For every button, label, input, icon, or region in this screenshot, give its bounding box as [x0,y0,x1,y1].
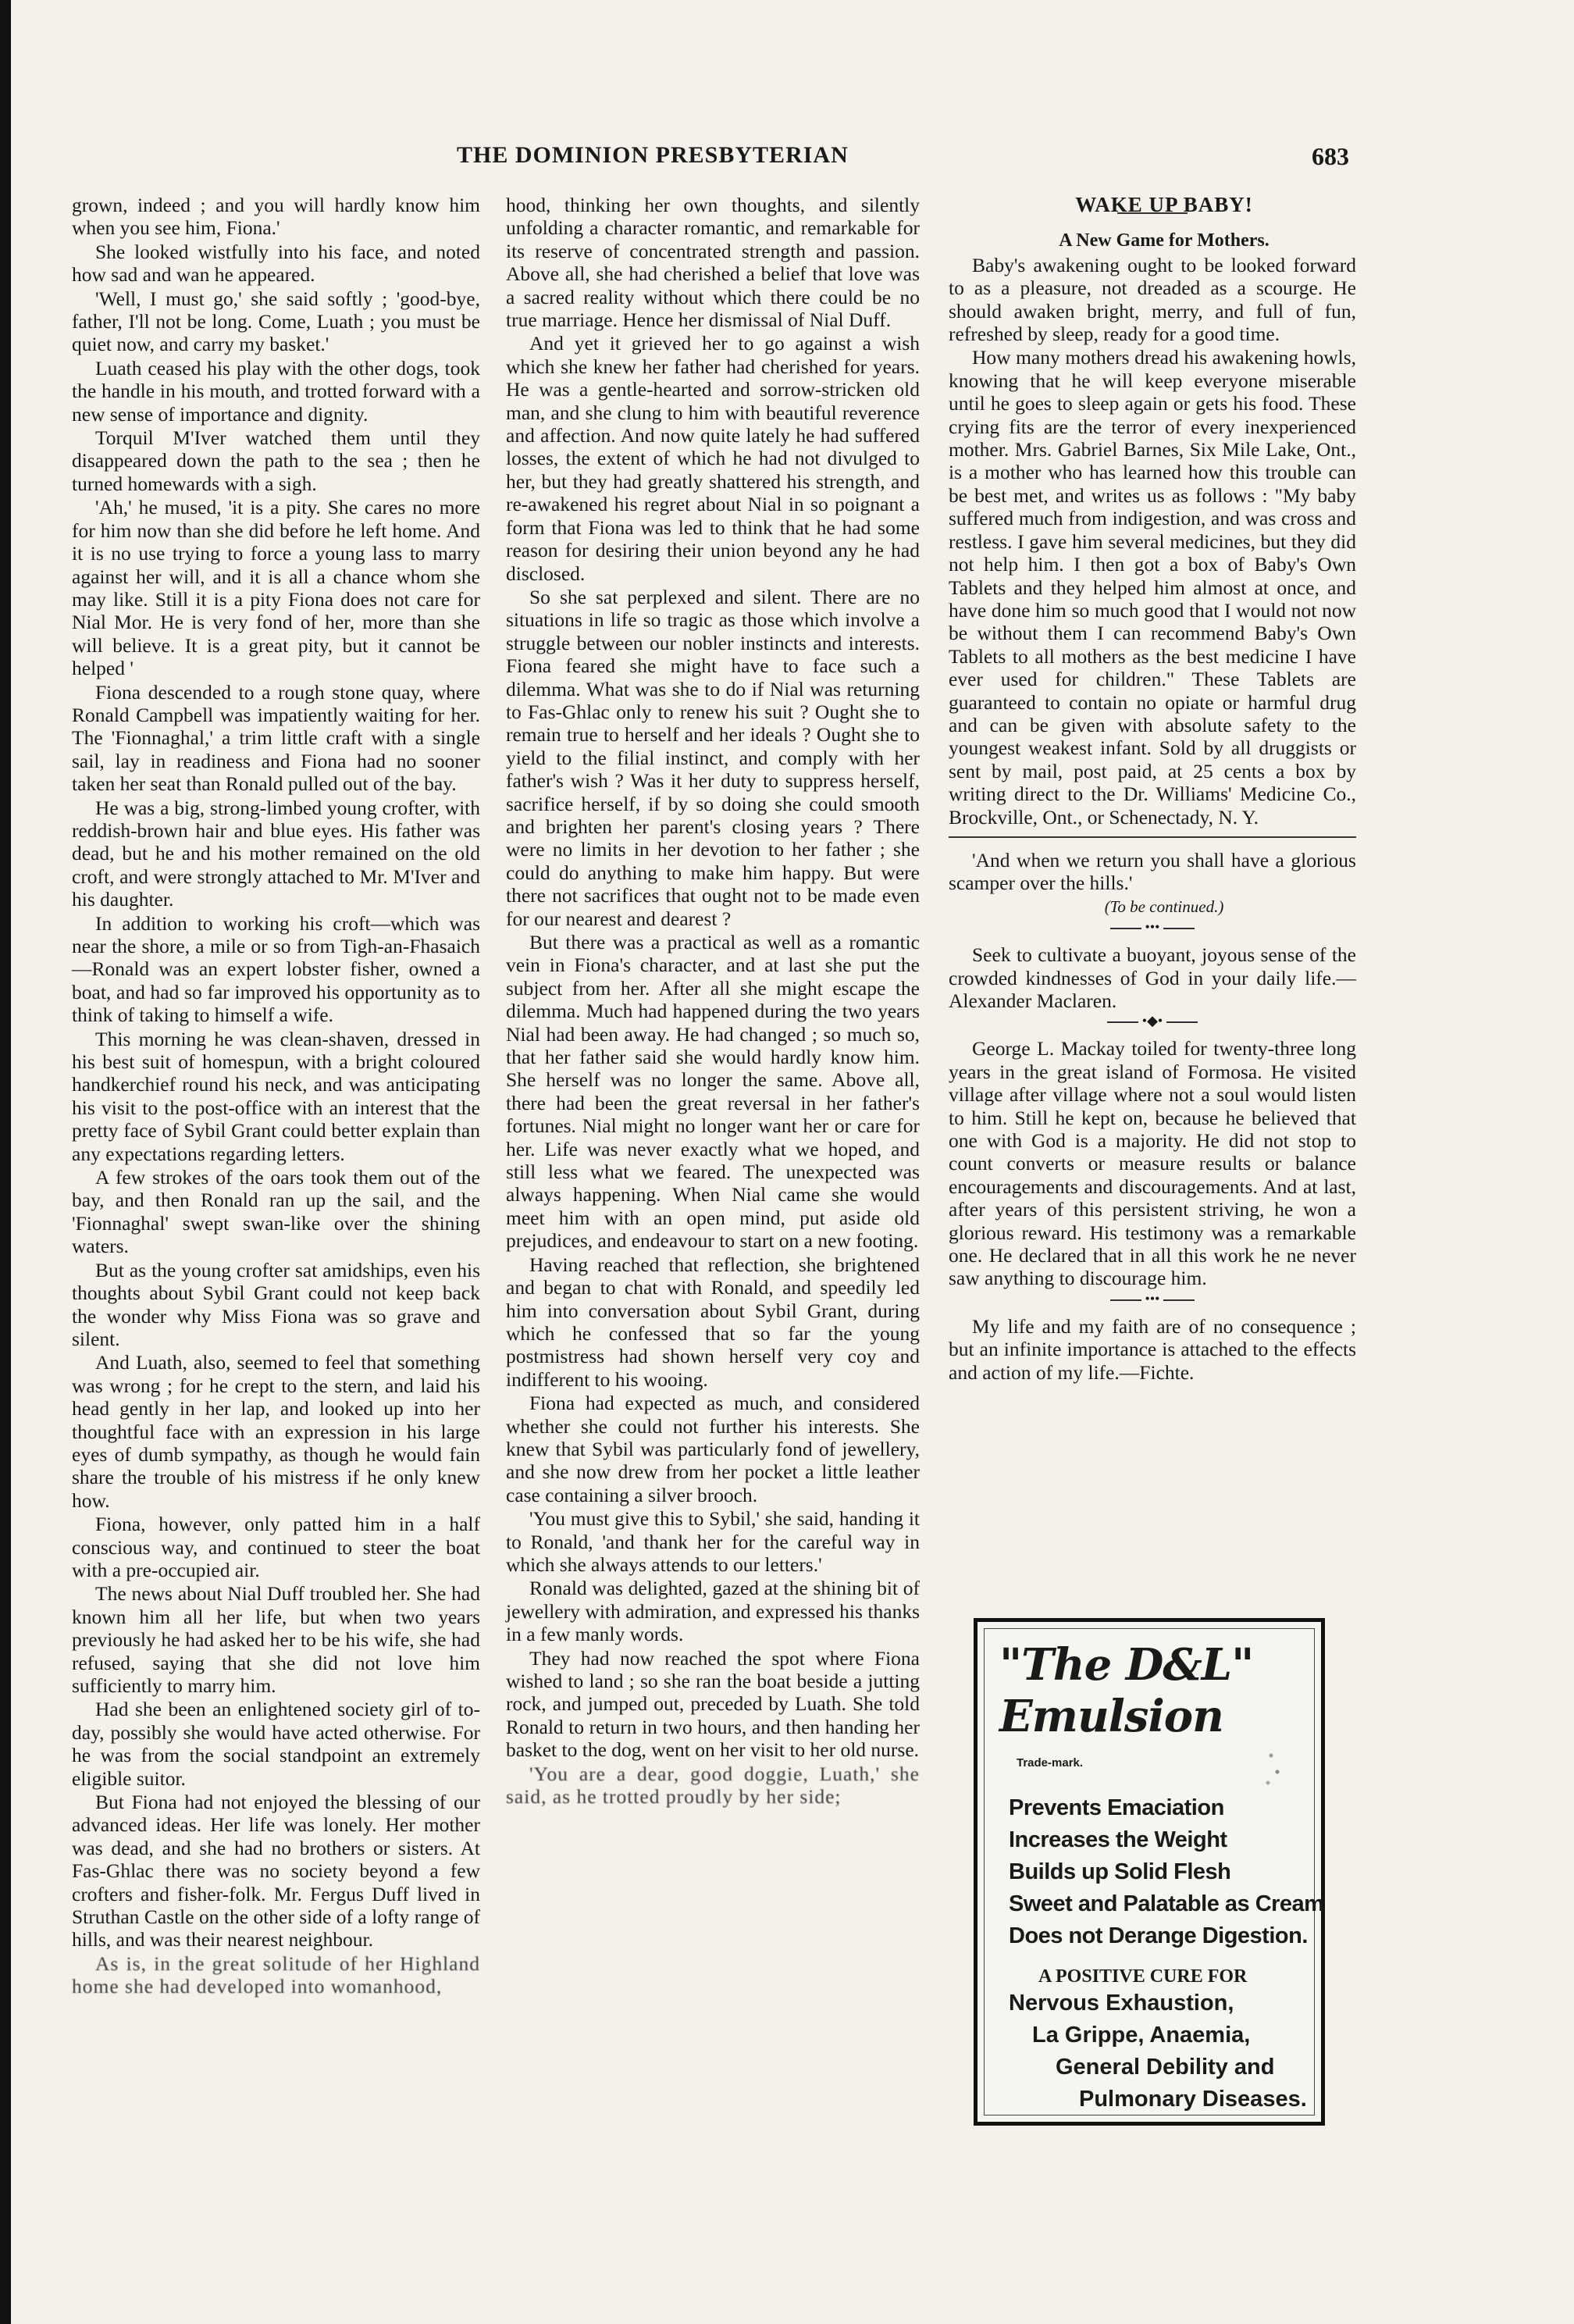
paragraph: She looked wistfully into his face, and noted how sad and wan he appeared. [72,240,480,287]
ad-brand-logo: "The D&L" Emulsion [999,1639,1254,1742]
page-number: 683 [1312,142,1349,170]
paragraph: Had she been an enlightened society girl of to-day, possibly she would have acted otherwise. For he was from the social standpoint an extremely eligible suitor. [72,1698,480,1790]
paragraph: Having reached that reflection, she brightened and began to chat with Ronald, and speedily led him into conversation about Sybil Grant, during which he confessed that so far the young postmistress had shown herself very coy and indifferent to his wooing. [506,1253,920,1391]
ornament-divider: ••• [949,920,1356,934]
paragraph: My life and my faith are of no consequence ; but an infinite importance is attached to the effects and action of my life.—Fichte. [949,1314,1356,1384]
paragraph: Fiona descended to a rough stone quay, where Ronald Campbell was impatiently waiting for her. The 'Fionnaghal,' a trim little craft with a single sail, lay in readiness and Fiona had no sooner taken her seat than Ronald pulled out of the bay. [72,680,480,796]
paragraph: But Fiona had not enjoyed the blessing of our advanced ideas. Her life was lonely. Her mother was dead, and she had no brothers or sisters. At Fas-Ghlac there was no society beyond a few crofters and fisher-folk. Mr. Fergus Duff lived in Struthan Castle on the other side of a lofty range of hills, and was their nearest neighbour. [72,1791,480,1952]
column-1 [72,194,480,1999]
article-subheading: A New Game for Mothers. [1059,230,1270,251]
paragraph: So she sat perplexed and silent. There are no situations in life so tragic as those which involve a struggle between our nobler instincts and interests. Fiona feared she might have to face such a dilemma. What was she to do if Nial was returning to Fas-Ghlac only to renew his suit ? Ought she to remain true to herself and her ideals ? Ought she to yield to the filial instinct, and comply with her father's wish ? Was it her duty to suppress herself, sacrifice herself, if by so doing she could smooth and brighten her parent's closing years ? There were no limits in her devotion to her father ; she could do anything to make him happy. But were there not sacrifices that ought not to be made even for our nearest and dearest ? [506,585,920,930]
paragraph: He was a big, strong-limbed young crofter, with reddish-brown hair and blue eyes. His father was dead, but he and his mother remained on the old croft, and were strongly attached to Mr. M'Iver and his daughter. [72,796,480,911]
ad-disease: General Debility and [1056,2055,1275,2080]
paragraph: Torquil M'Iver watched them until they disappeared down the path to the sea ; then he turned homewards with a sigh. [72,426,480,495]
ad-claim: Prevents Emaciation [1009,1795,1224,1820]
running-head [0,142,1574,181]
ad-disease: La Grippe, Anaemia, [1032,2023,1251,2048]
ornament-divider: ••• [949,1292,1356,1306]
paragraph: Baby's awakening ought to be looked forward to as a pleasure, not dreaded as a scourge. He should awaken bright, merry, and full of fun, refreshed by sleep, ready for a good time. [949,253,1356,346]
ad-trademark: Trade-mark. [1017,1756,1084,1770]
column-2 [506,194,920,1809]
emulsion-advertisement [974,1618,1325,2126]
paragraph: 'You must give this to Sybil,' she said, handing it to Ronald, 'and thank her for the careful way in which she always attends to our letters.' [506,1507,920,1576]
to-be-continued: (To be continued.) [1104,896,1224,916]
paragraph: But there was a practical as well as a romantic vein in Fiona's character, and at last she put the subject from her. After all she might escape the dilemma. Much had happened during the two years Nial had been away. He had changed ; so much so, that her father said she would hardly know him. She herself was no longer the same. Above all, there had been the great reversal in her father's fortunes. Nial might no longer want her or care for her. Life was never exactly what we hoped, and still less what we feared. The unexpected was always happening. When Nial came she would meet him with an open mind, put aside old prejudices, and endeavour to start on a new footing. [506,931,920,1253]
paragraph: The news about Nial Duff troubled her. She had known him all her life, but when two years previously he had asked her to be his wife, she had refused, saying that she did not love him sufficiently to marry him. [72,1582,480,1697]
ad-claims [1009,1792,1324,2115]
column-3 [949,194,1356,1385]
ad-disease: Nervous Exhaustion, [1009,1991,1234,2016]
paragraph: 'Well, I must go,' she said softly ; 'good-bye, father, I'll not be long. Come, Luath ; you must be quiet now, and carry my basket.' [72,287,480,356]
paragraph: Fiona had expected as much, and considered whether she could not further his interests. She knew that Sybil was particularly fond of jewellery, and she now drew from her pocket a little leather case containing a silver brooch. [506,1392,920,1506]
paragraph: And Luath, also, seemed to feel that something was wrong ; for he crept to the stern, and laid his head gently in her lap, and looked up into her thoughtful face with an expression in his large eyes of dumb sympathy, as though he would fain share the trouble of his mistress if he only knew how. [72,1351,480,1512]
journal-title: THE DOMINION PRESBYTERIAN [457,142,849,168]
smudged-paragraph: 'You are a dear, good doggie, Luath,' she said, as he trotted proudly by her side; [506,1762,920,1809]
print-speckle [1259,1739,1290,1794]
paragraph: But as the young crofter sat amidships, even his thoughts about Sybil Grant could not keep back the wonder why Miss Fiona was so grave and silent. [72,1258,480,1350]
ad-claim: Does not Derange Digestion. [1009,1923,1308,1948]
paragraph: 'Ah,' he mused, 'it is a pity. She cares no more for him now than she did before he left home. And it is no use trying to force a young lass to marry against her will, and it is all a chance whom she may like. Still it is a pity Fiona does not care for Nial Mor. He is very fond of her, more than she will believe. It is a great pity, but it cannot be helped ' [72,496,480,680]
paragraph: How many mothers dread his awakening howls, knowing that he will keep everyone miserable until he goes to sleep again or gets his food. These crying fits are the terror of every inexperienced mother. Mrs. Gabriel Barnes, Six Mile Lake, Ont., is a mother who has learned how this trouble can be best met, and writes us as follows : "My baby suffered much from indigestion, and was cross and restless. I gave him several medicines, but they did not help him. I then got a box of Baby's Own Tablets and they helped him almost at once, and have done him so much good that I would not now be without them I can recommend Baby's Own Tablets to all mothers as the best medicine I have ever used for children." These Tablets are guaranteed to contain no opiate or harmful drug and can be given with absolute safety to the youngest weakest infant. Sold by all druggists or sent by mail, post paid, at 25 cents a box by writing direct to the Dr. Williams' Medicine Co., Brockville, Ont., or Schenectady, N. Y. [949,346,1356,829]
smudged-paragraph: As is, in the great solitude of her Highland home she had developed into womanhood, [72,1952,480,1998]
paragraph: Seek to cultivate a buoyant, joyous sense of the crowded kindnesses of God in your daily life.—Alexander Maclaren. [949,943,1356,1012]
paragraph: George L. Mackay toiled for twenty-three long years in the great island of Formosa. He visited village after village where not a soul would listen to him. Still he kept on, because he believed that one with God is a majority. He did not stop to count converts or measure results or balance encouragements and discouragements. And at last, after years of this persistent striving, he won a glorious reward. His testimony was a remarkable one. He declared that in all this work he ne never saw anything to discourage him. [949,1037,1356,1290]
paragraph: And yet it grieved her to go against a wish which she knew her father had cherished for years. He was a gentle-hearted and sorrow-stricken old man, and she clung to him with beautiful reverence and affection. And now quite lately he had suffered losses, the extent of which he had not divulged to her, but they had greatly shattered his strength, and re-awakened his regret about Nial in so poignant a form that Fiona was led to think that he had some reason for desiring their union beyond any he had disclosed. [506,332,920,585]
ad-disease: Pulmonary Diseases. [1079,2087,1307,2112]
ad-cure-heading: A POSITIVE CURE FOR [1038,1966,1248,1987]
ad-claim: Increases the Weight [1009,1827,1227,1852]
paragraph: This morning he was clean-shaven, dressed in his best suit of homespun, with a bright coloured handkerchief round his neck, and was anticipating his visit to the post-office with an interest that the pretty face of Sybil Grant could better explain than any expectations regarding letters. [72,1027,480,1165]
ad-diseases [1009,1987,1305,2115]
ad-claim: Builds up Solid Flesh [1009,1859,1231,1884]
paragraph: In addition to working his croft—which was near the shore, a mile or so from Tigh-an-Fhasaich—Ronald was an expert lobster fisher, owned a boat, and had so far improved his opportunity as to think of taking to himself a wife. [72,911,480,1027]
paragraph: A few strokes of the oars took them out of the bay, and then Ronald ran up the sail, and the 'Fionnaghal' swept swan-like over the shining waters. [72,1166,480,1258]
paragraph: Fiona, however, only patted him in a half conscious way, and continued to steer the boat with a pre-occupied air. [72,1513,480,1581]
article-heading: WAKE UP BABY! [1075,193,1253,216]
ad-claim: Sweet and Palatable as Cream [1009,1891,1324,1916]
divider [949,836,1356,838]
paragraph: Ronald was delighted, gazed at the shining bit of jewellery with admiration, and expressed his thanks in a few manly words. [506,1577,920,1646]
paragraph: Luath ceased his play with the other dogs, took the handle in his mouth, and trotted forward with a new sense of importance and dignity. [72,356,480,426]
paragraph: 'And when we return you shall have a glorious scamper over the hills.' [949,848,1356,895]
paragraph: hood, thinking her own thoughts, and silently unfolding a character romantic, and remarkable for its reserve of concentrated strength and passion. Above all, she had cherished a belief that love was a sacred reality without which there could be no true marriage. Hence her dismissal of Nial Duff. [506,194,920,332]
paragraph: They had now reached the spot where Fiona wished to land ; so she ran the boat beside a jutting rock, and jumped out, preceded by Luath. She told Ronald to return in two hours, and then handing her basket to the dog, went on her visit to her old nurse. [506,1646,920,1762]
ornament-divider: •◆• [949,1014,1356,1028]
paragraph: grown, indeed ; and you will hardly know him when you see him, Fiona.' [72,194,480,240]
